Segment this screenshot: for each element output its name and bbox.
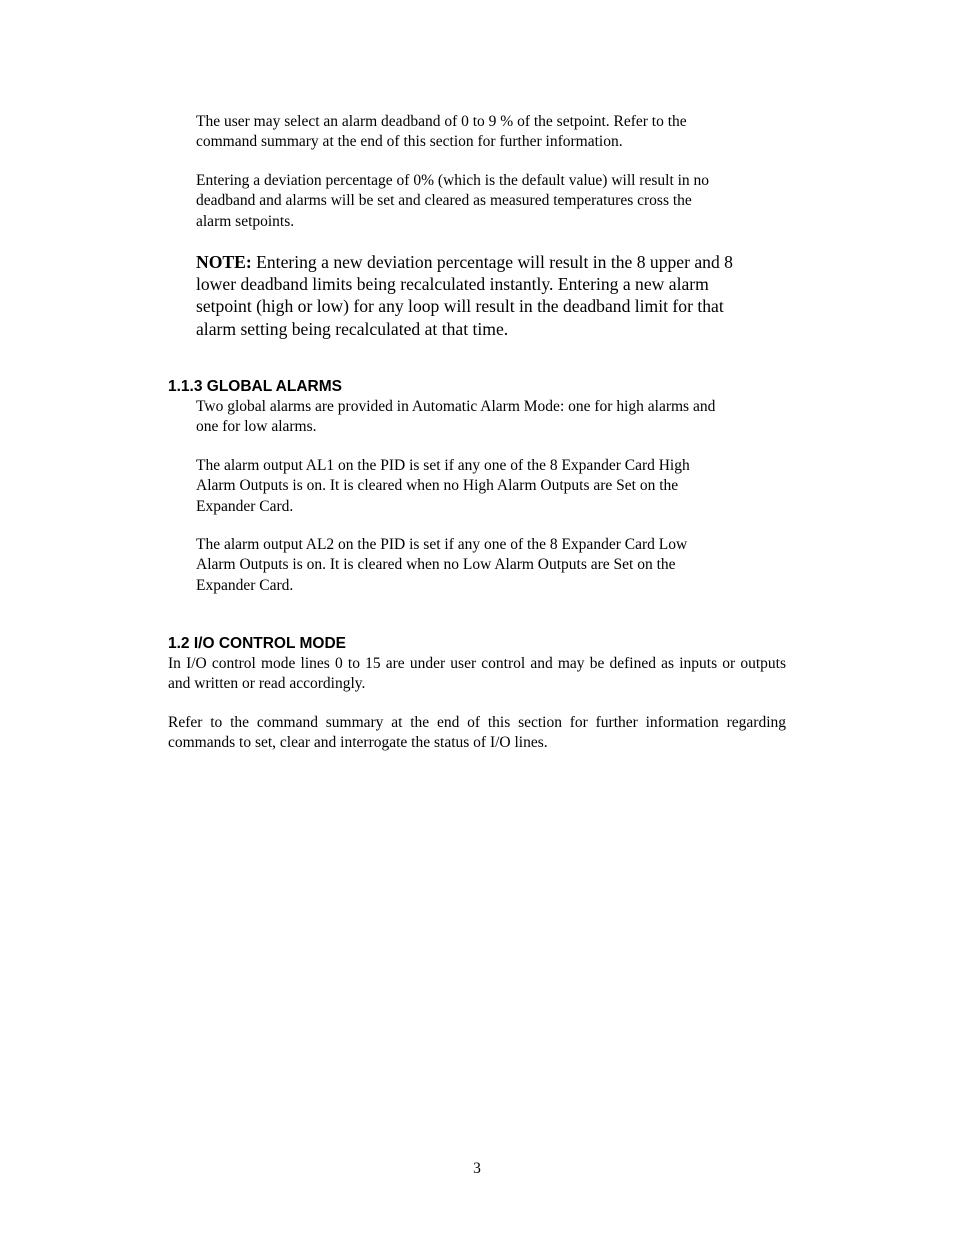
deviation-default-paragraph bbox=[196, 171, 786, 232]
section-heading-global-alarms: 1.1.3 GLOBAL ALARMS bbox=[168, 378, 342, 395]
text-line: setpoint (high or low) for any loop will result in the deadband limit for that bbox=[196, 296, 724, 317]
text-line: lower deadband limits being recalculated instantly. Entering a new alarm bbox=[196, 274, 709, 295]
text-line: command summary at the end of this section for further information. bbox=[196, 133, 623, 151]
text-line: alarm setpoints. bbox=[196, 212, 295, 230]
section-heading-io-control-mode: 1.2 I/O CONTROL MODE bbox=[168, 635, 346, 652]
al2-paragraph bbox=[196, 535, 786, 596]
io-control-intro-paragraph: In I/O control mode lines 0 to 15 are under user control and may be defined as inputs or outputs and written or read accordingly. bbox=[168, 655, 786, 693]
io-command-reference-paragraph: Refer to the command summary at the end of this section for further information regarding commands to set, clear and interrogate the status of I/O lines. bbox=[168, 714, 786, 752]
text-line: deadband and alarms will be set and cleared as measured temperatures cross the bbox=[196, 192, 692, 210]
text-line: one for low alarms. bbox=[196, 418, 317, 436]
text-line: Two global alarms are provided in Automatic Alarm Mode: one for high alarms and bbox=[196, 398, 716, 415]
text-line bbox=[196, 251, 786, 273]
text-line: Entering a deviation percentage of 0% (which is the default value) will result in no bbox=[196, 172, 710, 189]
text-line: The user may select an alarm deadband of 0 to 9 % of the setpoint. Refer to the bbox=[196, 113, 687, 130]
text-line: Expander Card. bbox=[196, 497, 294, 515]
page-number: 3 bbox=[473, 1160, 481, 1177]
note-text: Entering a new deviation percentage will result in the 8 upper and 8 bbox=[251, 252, 733, 272]
note-label: NOTE: bbox=[196, 252, 252, 272]
text-line: Alarm Outputs is on. It is cleared when no Low Alarm Outputs are Set on the bbox=[196, 556, 676, 574]
text-line: The alarm output AL2 on the PID is set if any one of the 8 Expander Card Low bbox=[196, 536, 688, 553]
text-line: alarm setting being recalculated at that time. bbox=[196, 318, 509, 339]
al1-paragraph bbox=[196, 456, 786, 517]
text-line: The alarm output AL1 on the PID is set if any one of the 8 Expander Card High bbox=[196, 457, 690, 474]
global-alarms-intro-paragraph bbox=[196, 397, 786, 438]
deadband-range-paragraph bbox=[196, 112, 786, 153]
text-line: Alarm Outputs is on. It is cleared when no High Alarm Outputs are Set on the bbox=[196, 477, 679, 495]
note-paragraph bbox=[196, 251, 786, 340]
text-line: Expander Card. bbox=[196, 576, 294, 594]
